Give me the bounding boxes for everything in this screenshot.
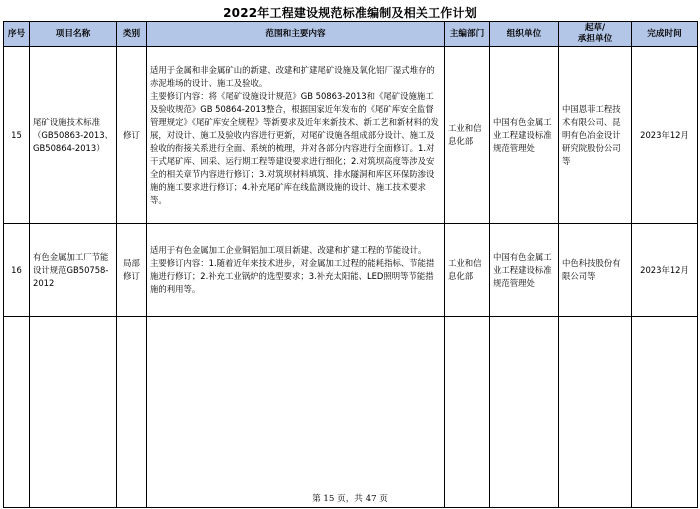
- row-scope: 适用于金属和非金属矿山的新建、改建和扩建尾矿设施及氧化铝厂湿式堆存的赤泥堆场的设计、施工及验收。 主要修订内容：将《尾矿设施设计规范》GB 50863-2013和《尾矿设施施工及验收规范》GB 50864-2013整合，根据国家近年发布的《尾矿库安全监督管理规定》《尾矿库安全规程》等新要求及近年来新技术、新工艺和新材料的发展，对设计、施工及验收内容进行更新，对尾矿设施各组成部分设计、施工及验收的衔接关系进行全面、系统的梳理，并对各部分内容进行全面修订。1.对干式尾矿库、回采、运行期工程等建设要求进行细化；2.对筑坝高度等涉及安全的相关章节内容进行修订；3.对筑坝材料填筑、排水隧洞和库区环保防渗设施的施工要求进行修订；4.补充尾矿库在线监测设施的设计、施工技术要求等。: [147, 47, 445, 224]
- row-time: 2023年12月: [632, 224, 698, 317]
- row-category: 局部修订: [117, 224, 147, 317]
- row-name: 有色金属加工厂节能设计规范GB50758-2012: [30, 224, 117, 317]
- row-no: 15: [4, 47, 30, 224]
- table-row: [4, 224, 698, 317]
- row-no: 16: [4, 224, 30, 317]
- header-dept: 主编部门: [445, 22, 490, 47]
- table-row: [4, 47, 698, 224]
- header-name: 项目名称: [30, 22, 117, 47]
- header-time: 完成时间: [632, 22, 698, 47]
- empty-cell: [147, 317, 445, 508]
- empty-cell: [632, 317, 698, 508]
- row-drafter: 中色科技股份有限公司等: [559, 224, 632, 317]
- row-dept: 工业和信息化部: [445, 47, 490, 224]
- row-org: 中国有色金属工业工程建设标准规范管理处: [490, 224, 559, 317]
- page-footer: 第 15 页，共 47 页: [312, 494, 388, 504]
- header-org: 组织单位: [490, 22, 559, 47]
- row-org: 中国有色金属工业工程建设标准规范管理处: [490, 47, 559, 224]
- header-category: 类别: [117, 22, 147, 47]
- row-scope: 适用于有色金属加工企业铜铝加工项目新建、改建和扩建工程的节能设计。 主要修订内容：1.随着近年来技术进步，对金属加工过程的能耗指标、节能措施进行修订；2.补充工业锅炉的选型要求；3.补充太阳能、LED照明等节能措施的利用等。: [147, 224, 445, 317]
- row-dept: 工业和信息化部: [445, 224, 490, 317]
- empty-cell: [490, 317, 559, 508]
- header-scope: 范围和主要内容: [147, 22, 445, 47]
- empty-row: [4, 317, 698, 508]
- empty-cell: [4, 317, 30, 508]
- empty-cell: [117, 317, 147, 508]
- row-name: 尾矿设施技术标准（GB50863-2013、GB50864-2013）: [30, 47, 117, 224]
- row-drafter: 中国恩菲工程技术有限公司、昆明有色冶金设计研究院股份公司等: [559, 47, 632, 224]
- empty-cell: [445, 317, 490, 508]
- header-drafter: 起草/ 承担单位: [559, 22, 632, 47]
- row-category: 修订: [117, 47, 147, 224]
- plan-table: [3, 21, 698, 508]
- empty-cell: [559, 317, 632, 508]
- header-no: 序号: [4, 22, 30, 47]
- empty-cell: [30, 317, 117, 508]
- header-row: [4, 22, 698, 47]
- page-title: 2022年工程建设规范标准编制及相关工作计划: [223, 6, 477, 20]
- row-time: 2023年12月: [632, 47, 698, 224]
